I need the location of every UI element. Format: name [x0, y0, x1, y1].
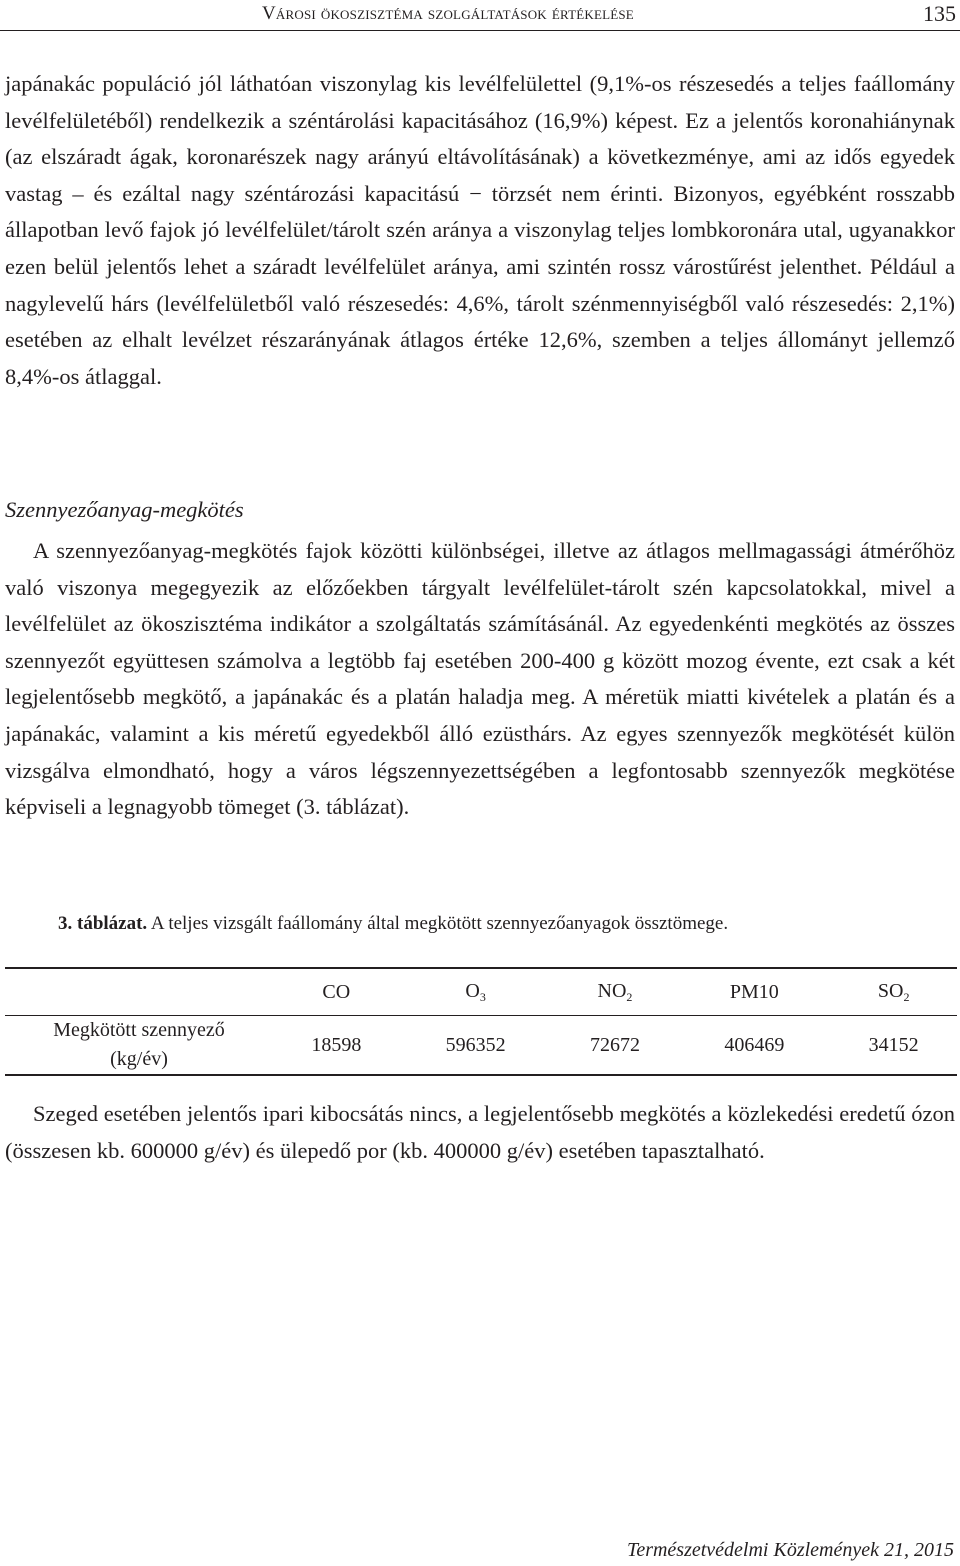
column-header-no2: $NO_2$: [552, 968, 679, 1016]
column-header-o3: $O_3$: [400, 968, 552, 1016]
paragraph-2: A szennyezőanyag-megkötés fajok közötti különbségei, illetve az átlagos mellmagassági átmérőhöz való viszonya megegyezik az előzőekben tárgyalt levélfelület-tárolt szén kapcsolatokkal, mivel a levélfelület az ökoszisztéma indikátor a szolgáltatás számításánál. Az egyedenkénti megkötés az összes szennyezőt együttesen számolva a legtöbb faj esetében 200-400 g között mozog évente, ezt csak a két legjelentősebb megkötő, a japánakác és a platán haladja meg. A méretük miatti kivételek a platán és a japánakác, valamint a kis méretű egyedekből álló ezüsthárs. Az egyes szennyezők megkötését külön vizsgálva elmondható, hogy a város légszennyezettségében a legfontosabb szennyezők megkötése képviseli a legnagyobb tömeget (3. táblázat).: [5, 538, 955, 820]
table-header-row: [5, 968, 957, 1016]
pollutant-table: [5, 967, 957, 1076]
section-heading: Szennyezőanyag-megkötés: [5, 497, 244, 522]
row-label: Megkötött szennyező (kg/év): [5, 1016, 273, 1076]
table-cell-o3: 596352: [400, 1016, 552, 1076]
page-number: 135: [923, 1, 956, 26]
table-cell-no2: 72672: [552, 1016, 679, 1076]
table-caption-label: 3. táblázat.: [58, 913, 148, 934]
column-header-so2: $SO_2$: [830, 968, 957, 1016]
table-cell-co: 18598: [273, 1016, 400, 1076]
running-header: [0, 0, 960, 31]
table-caption: [58, 913, 728, 935]
paragraph-1: japánakác populáció jól láthatóan viszonylag kis levélfelülettel (9,1%-os részesedés a teljes faállomány levélfelületéből) rendelkezik a széntárolási kapacitásához (16,9%) képest. Ez a jelentős koronahiánynak (az elszáradt ágak, koronarészek nagy arányú eltávolításának) a következménye, ami az idős egyedek vastag – és ezáltal nagy széntározási kapacitású − törzsét nem érinti. Bizonyos, egyébként rosszabb állapotban levő fajok jó levélfelület/tárolt szén aránya a viszonylag teljes lombkoronára utal, ugyanakkor ezen belül jelentős lehet a száradt levélfelület aránya, ami szintén rossz várostűrést jelenthet. Például a nagylevelű hárs (levélfelületből való részesedés: 4,6%, tárolt szénmennyiségből való részesedés: 2,1%) esetében az elhalt levélzet részarányának átlagos értéke 12,6%, szemben a teljes állományt jellemző 8,4%-os átlaggal.: [5, 71, 955, 389]
running-title: Városi ökoszisztéma szolgáltatások értékelése: [262, 3, 634, 24]
column-header-pm10: PM10: [678, 968, 830, 1016]
table-caption-text: A teljes vizsgált faállomány által megkötött szennyezőanyagok össztömege.: [150, 913, 729, 934]
table-corner-cell: [5, 968, 273, 1016]
table-row: [5, 1016, 957, 1076]
column-header-co: CO: [273, 968, 400, 1016]
journal-footer: Természetvédelmi Közlemények 21, 2015: [627, 1539, 954, 1561]
table-cell-pm10: 406469: [678, 1016, 830, 1076]
paragraph-3: Szeged esetében jelentős ipari kibocsátás nincs, a legjelentősebb megkötés a közlekedési eredetű ózon (összesen kb. 600000 g/év) és ülepedő por (kb. 400000 g/év) esetében tapasztalható.: [5, 1101, 955, 1163]
table-cell-so2: 34152: [830, 1016, 957, 1076]
